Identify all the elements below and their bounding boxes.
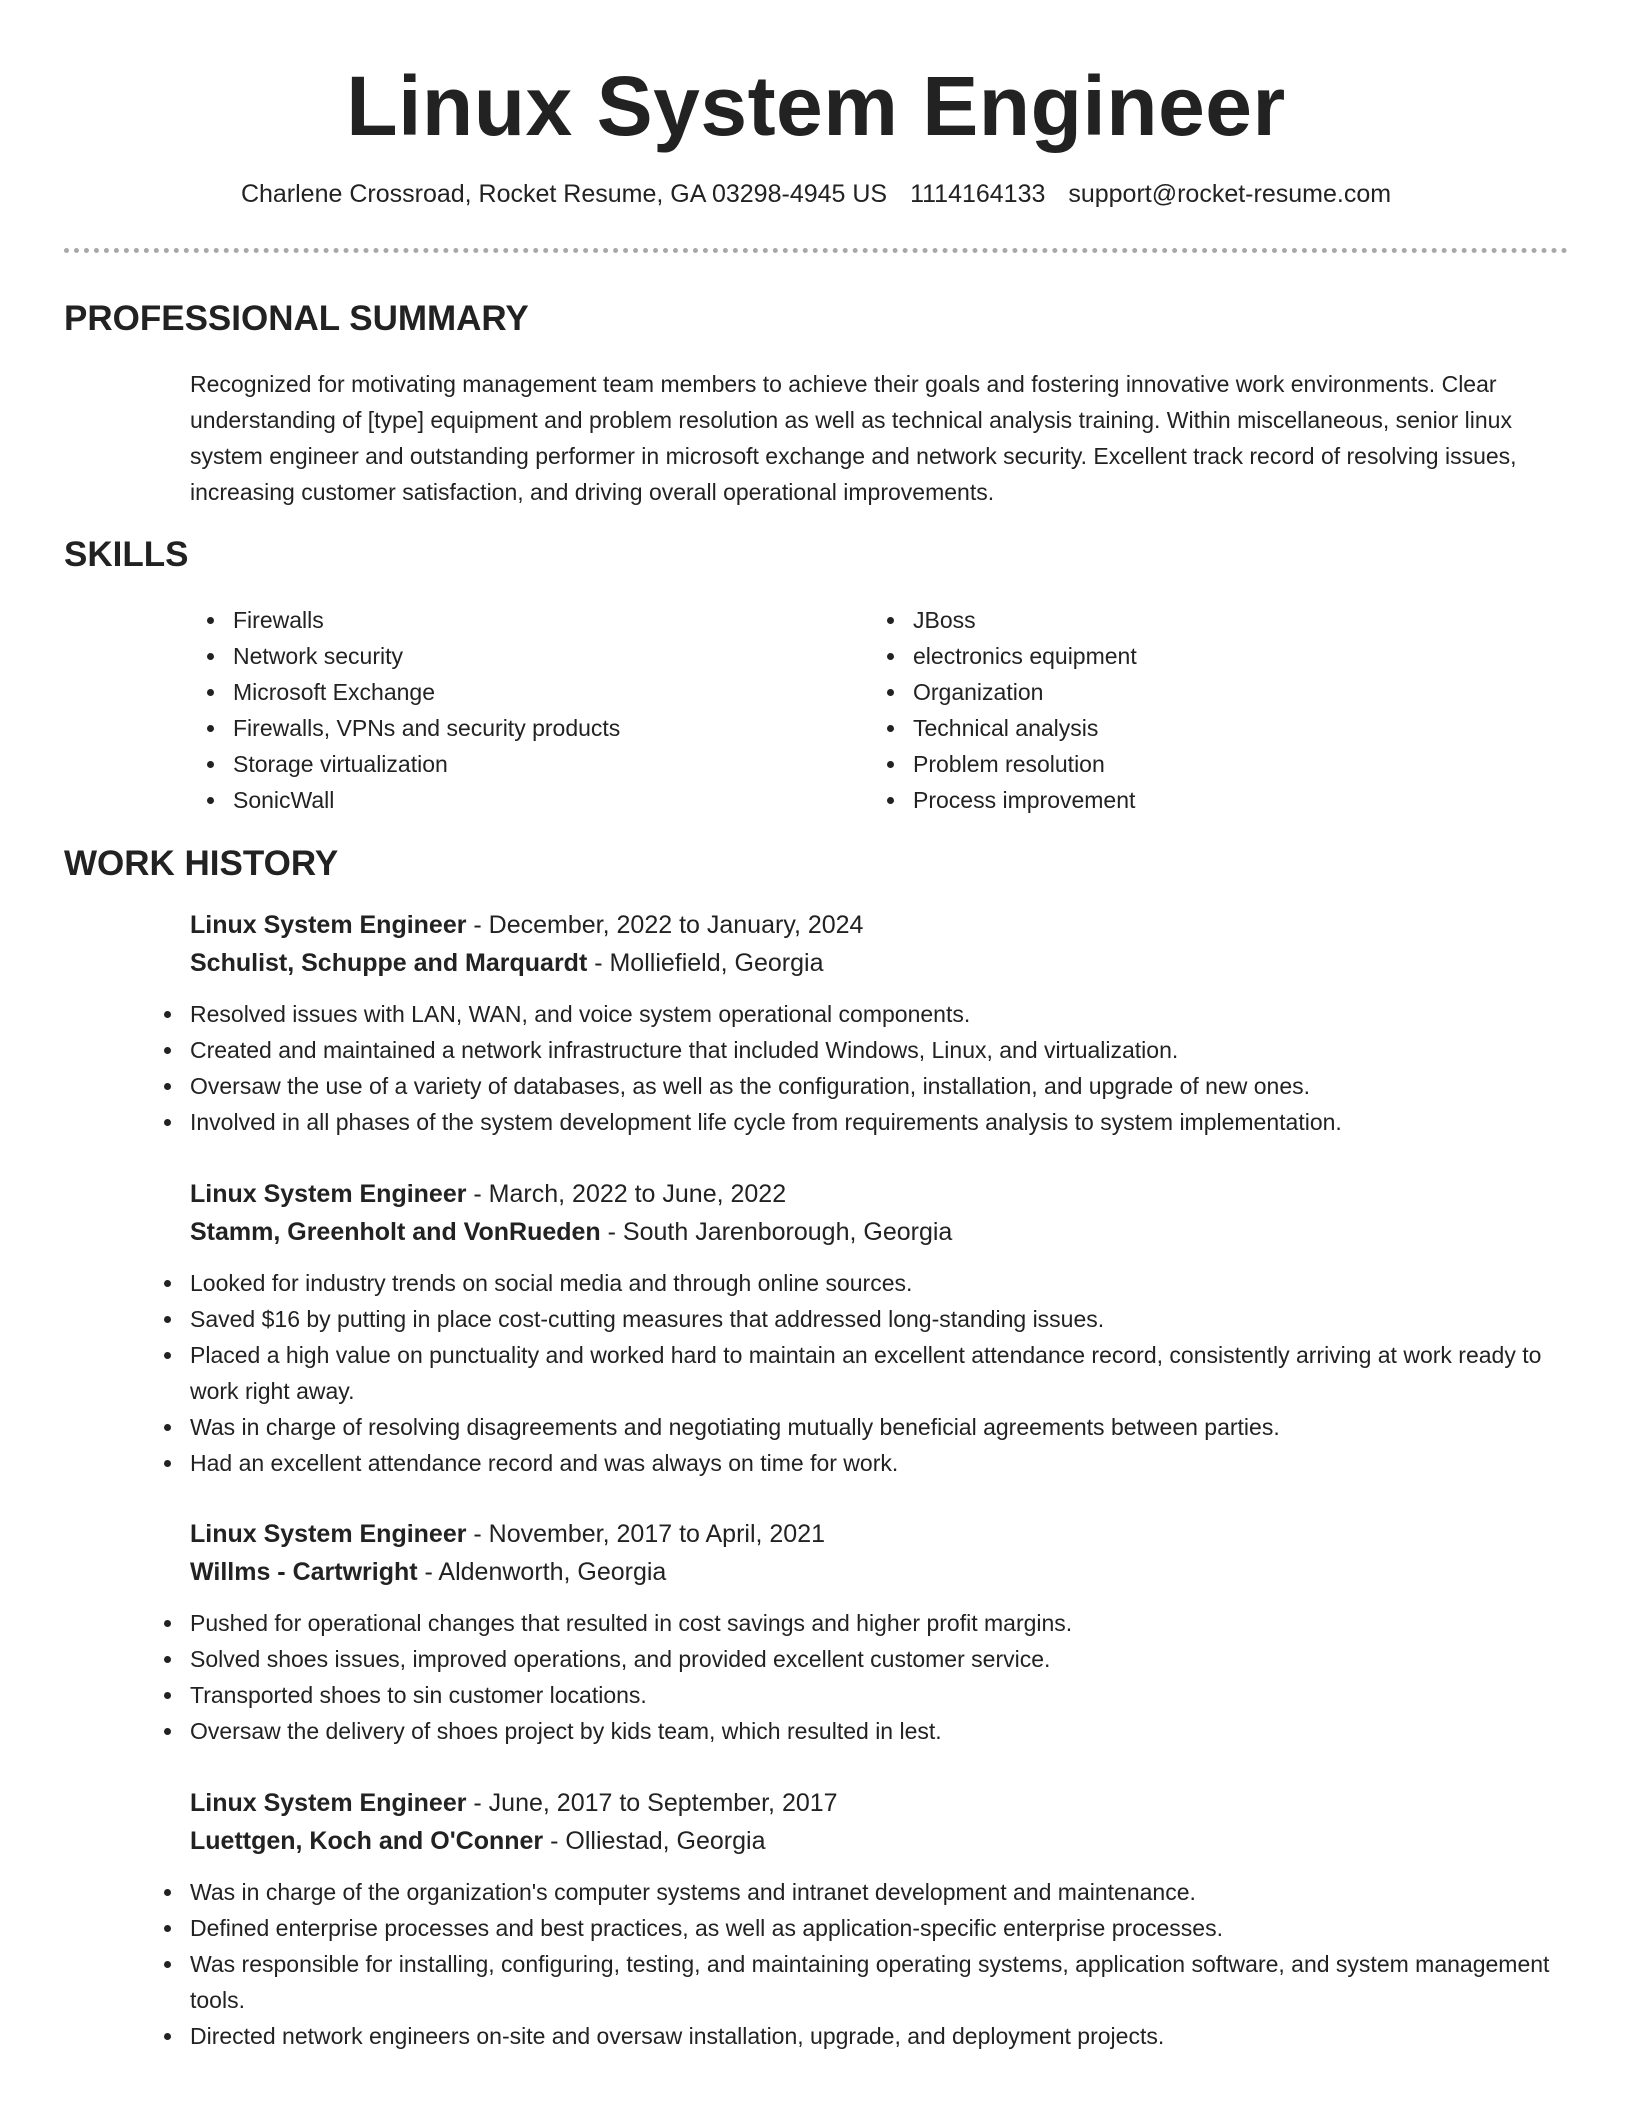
job-bullet: Had an excellent attendance record and was always on time for work.	[147, 1445, 1568, 1481]
skill-item: Firewalls, VPNs and security products	[190, 710, 870, 746]
job-title: Linux System Engineer	[190, 911, 467, 939]
job-dates: - December, 2022 to January, 2024	[466, 911, 864, 939]
job-company-line	[190, 1213, 1568, 1251]
contact-phone: 1114164133	[910, 180, 1046, 208]
skill-item: Storage virtualization	[190, 746, 870, 782]
job-entry	[190, 1175, 1568, 1481]
skill-item: Process improvement	[870, 782, 1550, 818]
job-title-line	[190, 906, 1568, 944]
job-bullets	[147, 996, 1568, 1140]
job-company-line	[190, 1553, 1568, 1591]
job-title-line	[190, 1784, 1568, 1822]
header-divider	[64, 248, 1568, 253]
job-title: Linux System Engineer	[190, 1180, 467, 1208]
job-bullet: Placed a high value on punctuality and worked hard to maintain an excellent attendance record, consistently arriving at work ready to work right away.	[147, 1337, 1568, 1409]
job-dates: - March, 2022 to June, 2022	[466, 1180, 787, 1208]
job-bullets	[147, 1265, 1568, 1481]
job-bullet: Oversaw the delivery of shoes project by kids team, which resulted in lest.	[147, 1713, 1568, 1749]
summary-text: Recognized for motivating management team members to achieve their goals and fostering innovative work environments. Clear understanding of [type] equipment and problem resolution as well as technical analysis training. Within miscellaneous, senior linux system engineer and outstanding performer in microsoft exchange and network security. Excellent track record of resolving issues, increasing customer satisfaction, and driving overall operational improvements.	[190, 371, 1517, 505]
skills-heading: SKILLS	[64, 535, 189, 574]
skill-item: Problem resolution	[870, 746, 1550, 782]
job-bullet: Oversaw the use of a variety of databases, as well as the configuration, installation, and upgrade of new ones.	[147, 1068, 1568, 1104]
job-title-line	[190, 1515, 1568, 1553]
job-company-line	[190, 1822, 1568, 1860]
job-entry	[190, 906, 1568, 1140]
job-bullet: Created and maintained a network infrastructure that included Windows, Linux, and virtualization.	[147, 1032, 1568, 1068]
job-company: Willms - Cartwright	[190, 1558, 418, 1586]
job-bullet: Involved in all phases of the system development life cycle from requirements analysis to system implementation.	[147, 1104, 1568, 1140]
job-entry	[190, 1784, 1568, 2054]
job-title-line	[190, 1175, 1568, 1213]
contact-email: support@rocket-resume.com	[1068, 180, 1392, 208]
skills-list	[190, 602, 1568, 818]
job-company: Stamm, Greenholt and VonRueden	[190, 1218, 601, 1246]
job-company-line	[190, 944, 1568, 982]
skill-item: JBoss	[870, 602, 1550, 638]
skill-item: SonicWall	[190, 782, 870, 818]
job-bullet: Looked for industry trends on social media and through online sources.	[147, 1265, 1568, 1301]
skill-item: Firewalls	[190, 602, 870, 638]
job-bullet: Solved shoes issues, improved operations, and provided excellent customer service.	[147, 1641, 1568, 1677]
skill-item: Organization	[870, 674, 1550, 710]
skill-item: Technical analysis	[870, 710, 1550, 746]
job-entry	[190, 1515, 1568, 1749]
skills-column-left	[190, 602, 870, 818]
skill-item: electronics equipment	[870, 638, 1550, 674]
job-bullet: Resolved issues with LAN, WAN, and voice system operational components.	[147, 996, 1568, 1032]
job-bullet: Transported shoes to sin customer locations.	[147, 1677, 1568, 1713]
job-bullet: Defined enterprise processes and best practices, as well as application-specific enterprise processes.	[147, 1910, 1568, 1946]
skill-item: Network security	[190, 638, 870, 674]
job-company: Schulist, Schuppe and Marquardt	[190, 949, 588, 977]
job-bullets	[147, 1605, 1568, 1749]
job-bullet: Was responsible for installing, configuring, testing, and maintaining operating systems, application software, and system management tools.	[147, 1946, 1568, 2018]
job-bullet: Pushed for operational changes that resulted in cost savings and higher profit margins.	[147, 1605, 1568, 1641]
job-title: Linux System Engineer	[190, 1789, 467, 1817]
contact-address: Charlene Crossroad, Rocket Resume, GA 03298-4945 US	[240, 180, 888, 208]
job-location: - Aldenworth, Georgia	[417, 1558, 667, 1586]
summary-heading: PROFESSIONAL SUMMARY	[64, 299, 529, 338]
job-dates: - November, 2017 to April, 2021	[466, 1520, 826, 1548]
job-location: - Olliestad, Georgia	[543, 1827, 766, 1855]
job-bullet: Directed network engineers on-site and oversaw installation, upgrade, and deployment projects.	[147, 2018, 1568, 2054]
job-title: Linux System Engineer	[190, 1520, 467, 1548]
contact-line	[0, 178, 1632, 210]
work-history-heading: WORK HISTORY	[64, 844, 339, 883]
job-bullet: Was in charge of resolving disagreements and negotiating mutually beneficial agreements between parties.	[147, 1409, 1568, 1445]
skill-item: Microsoft Exchange	[190, 674, 870, 710]
resume-title: Linux System Engineer	[346, 59, 1286, 153]
job-location: - South Jarenborough, Georgia	[600, 1218, 953, 1246]
skills-column-right	[870, 602, 1550, 818]
job-bullets	[147, 1874, 1568, 2054]
job-company: Luettgen, Koch and O'Conner	[190, 1827, 544, 1855]
job-location: - Molliefield, Georgia	[587, 949, 824, 977]
job-bullet: Was in charge of the organization's computer systems and intranet development and maintenance.	[147, 1874, 1568, 1910]
job-dates: - June, 2017 to September, 2017	[466, 1789, 838, 1817]
job-bullet: Saved $16 by putting in place cost-cutting measures that addressed long-standing issues.	[147, 1301, 1568, 1337]
